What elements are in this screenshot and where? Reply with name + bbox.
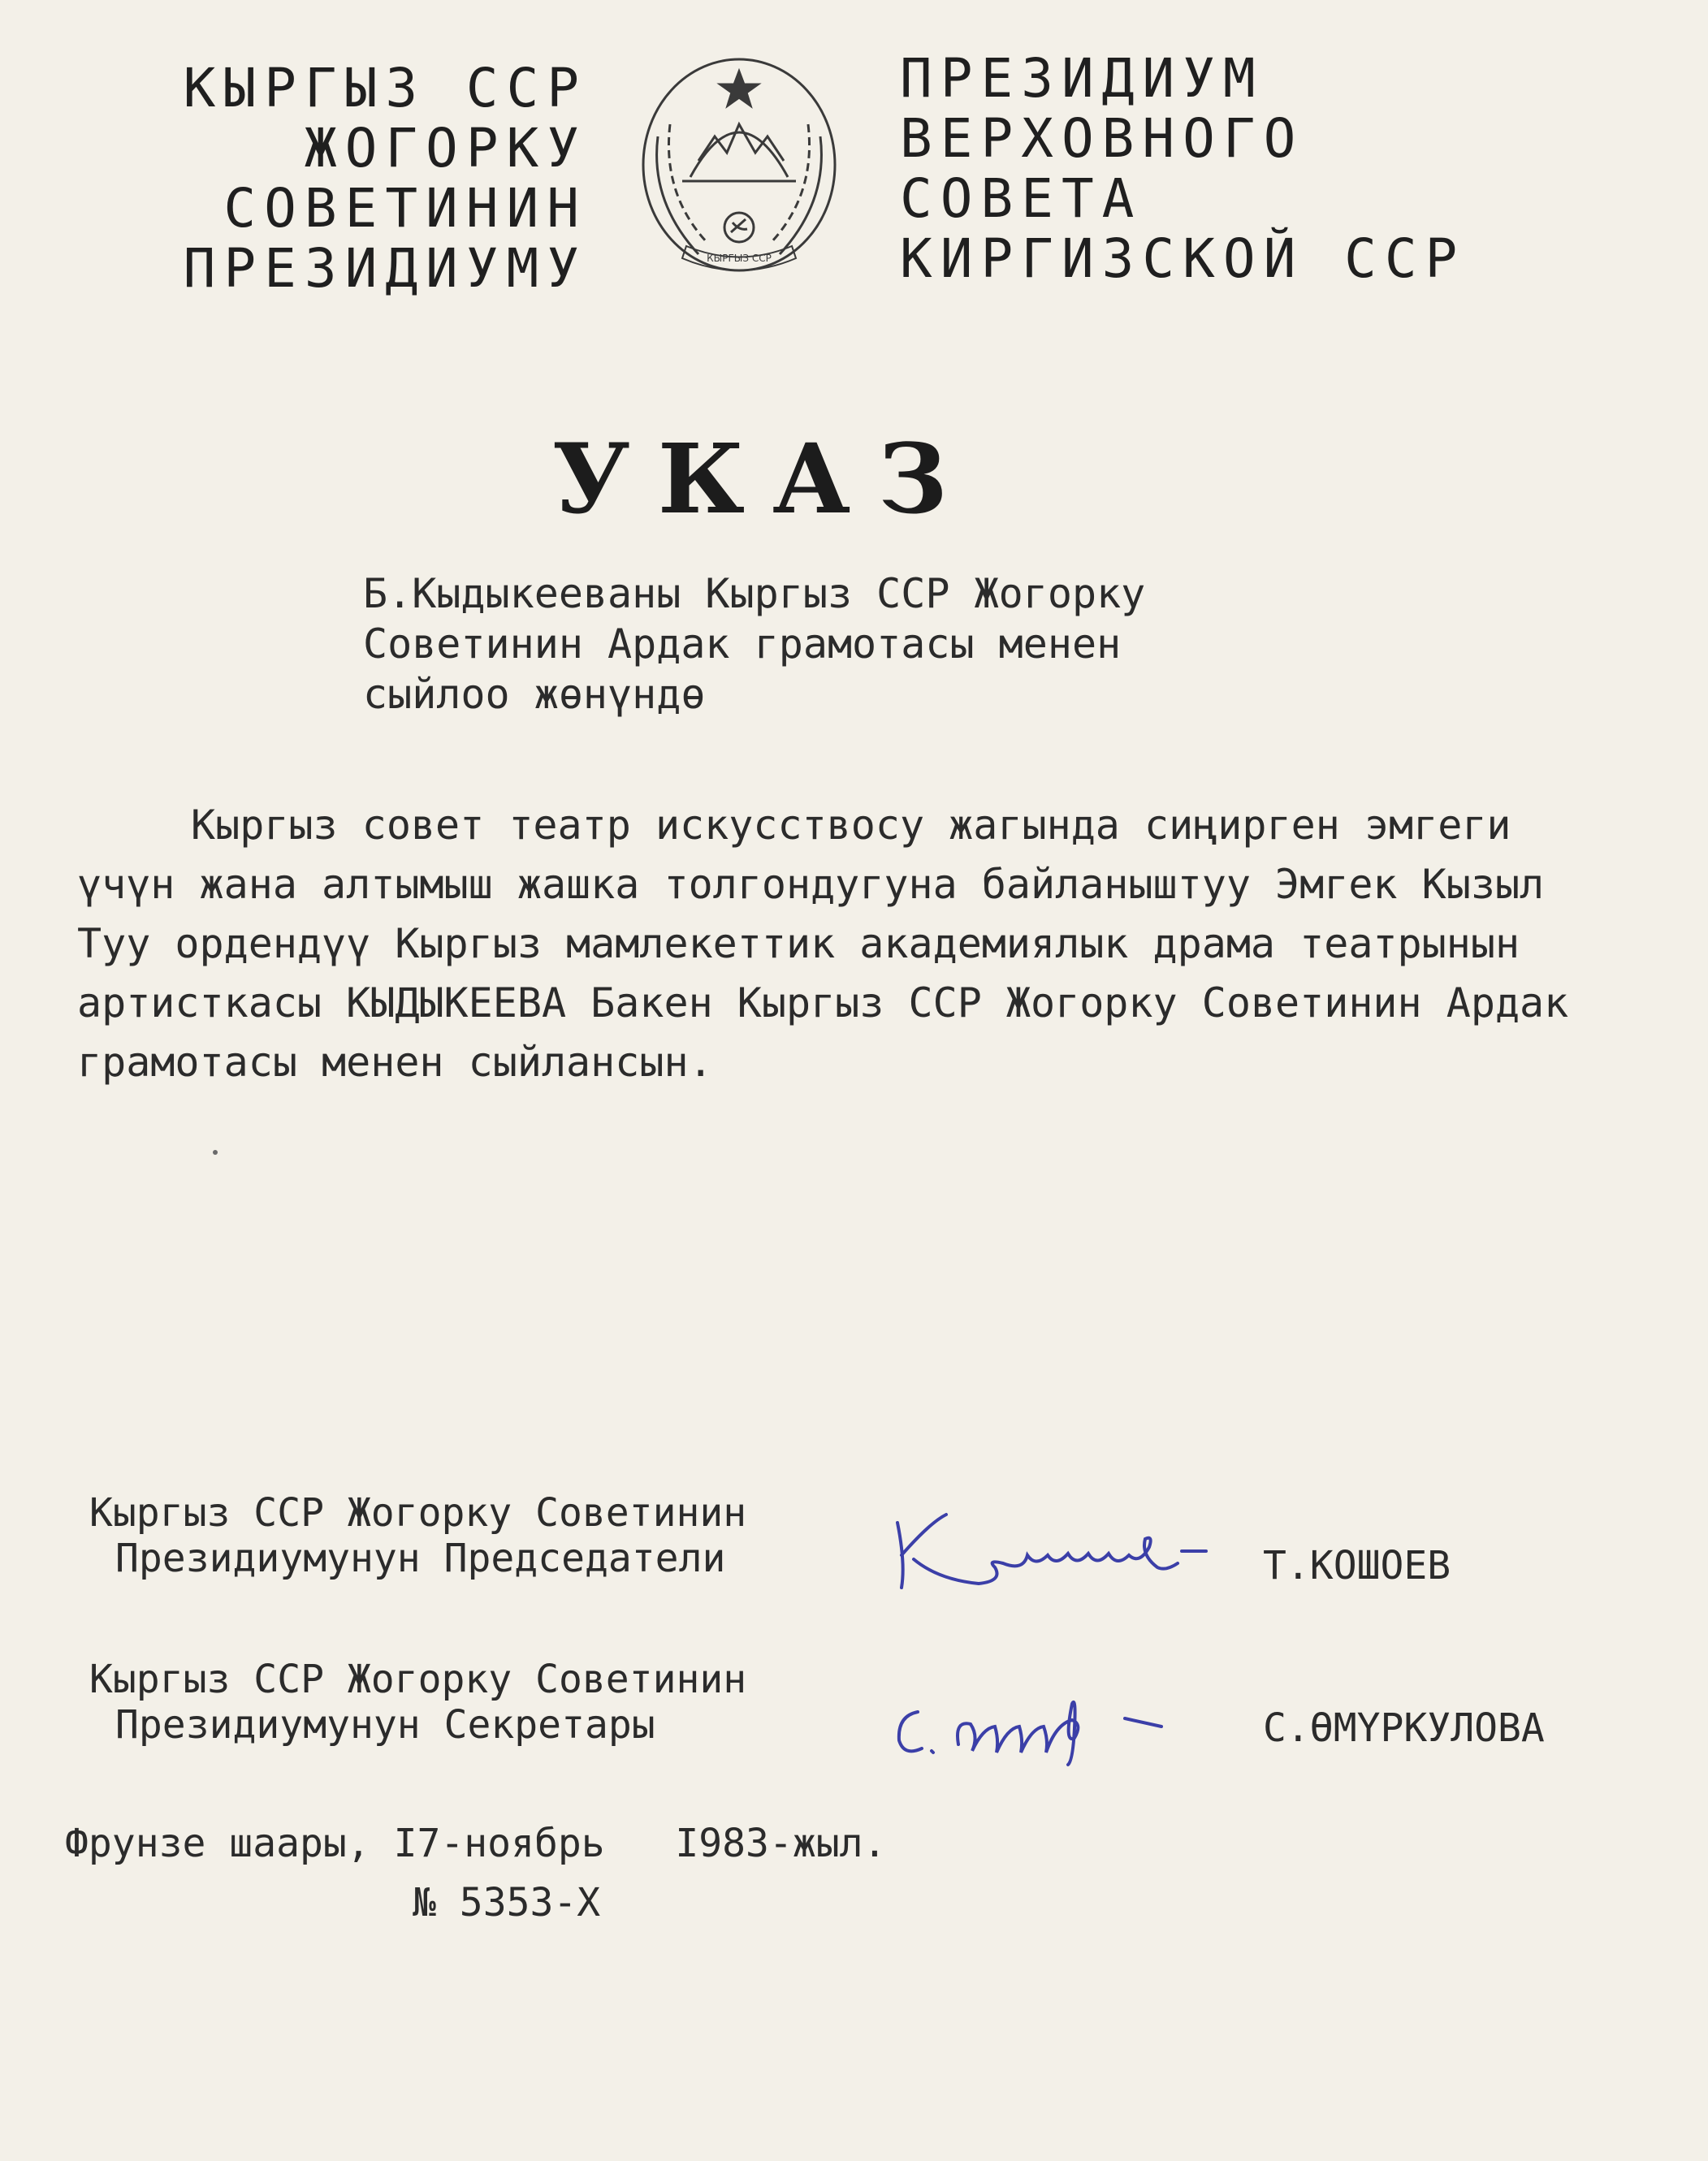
secretary-title — [89, 1657, 746, 1748]
document-title: УКАЗ — [552, 422, 975, 535]
header-left-line: СОВЕТИНИН — [223, 177, 587, 240]
chairman-name: Т.КОШОЕВ — [1263, 1543, 1451, 1588]
signatory-title-line: Президиумунун Секретары — [115, 1702, 655, 1748]
decree-number: № 5353-Х — [413, 1880, 601, 1925]
header-right-line: ПРЕЗИДИУМ — [900, 47, 1264, 110]
coat-of-arms-icon — [625, 39, 853, 283]
body-line: Кыргыз совет театр искусствосу жагында сиңирген эмгеги — [191, 802, 1511, 849]
header-right-line: КИРГИЗСКОЙ ССР — [900, 227, 1466, 290]
chairman-signature-icon — [881, 1490, 1255, 1604]
subject-line: Советинин Ардак грамотасы менен — [363, 620, 1122, 668]
body-line: грамотасы менен сыйлансын. — [77, 1039, 713, 1086]
subject-line: сыйлоо жөнүндө — [363, 671, 706, 718]
signatory-title-line: Кыргыз ССР Жогорку Советинин — [89, 1490, 747, 1536]
body-line: үчүн жана алтымыш жашка толгондугуна байланыштуу Эмгек Кызыл — [77, 861, 1545, 908]
body-line: артисткасы КЫДЫКЕЕВА Бакен Кыргыз ССР Жогорку Советинин Ардак — [77, 979, 1569, 1026]
ink-speck — [213, 1150, 218, 1155]
emblem-banner-text: КЫРГЫЗ ССР — [707, 253, 772, 264]
header-right-russian — [900, 49, 1465, 289]
signatory-title-line: Кыргыз ССР Жогорку Советинин — [89, 1657, 747, 1702]
decree-body — [77, 796, 1568, 1092]
header-left-line: КЫРГЫЗ ССР — [183, 57, 587, 119]
header-left-line: ЖОГОРКУ — [304, 117, 587, 179]
place-and-date: Фрунзе шаары, I7-ноябрь I983-жыл. — [65, 1821, 887, 1866]
signatory-title-line: Президиумунун Председатели — [115, 1536, 726, 1581]
header-left-kyrgyz — [184, 58, 587, 299]
secretary-name: С.ӨМҮРКУЛОВА — [1263, 1705, 1545, 1751]
header-right-line: ВЕРХОВНОГО — [900, 107, 1304, 170]
header-right-line: СОВЕТА — [900, 167, 1143, 230]
chairman-title — [89, 1490, 746, 1581]
subject-line: Б.Кыдыкееваны Кыргыз ССР Жогорку — [363, 570, 1146, 617]
header-left-line: ПРЕЗИДИУМУ — [183, 237, 587, 300]
body-line: Туу ордендүү Кыргыз мамлекеттик академиялык драма театрынын — [77, 920, 1520, 967]
decree-subject — [363, 568, 1145, 720]
secretary-signature-icon — [881, 1679, 1222, 1769]
